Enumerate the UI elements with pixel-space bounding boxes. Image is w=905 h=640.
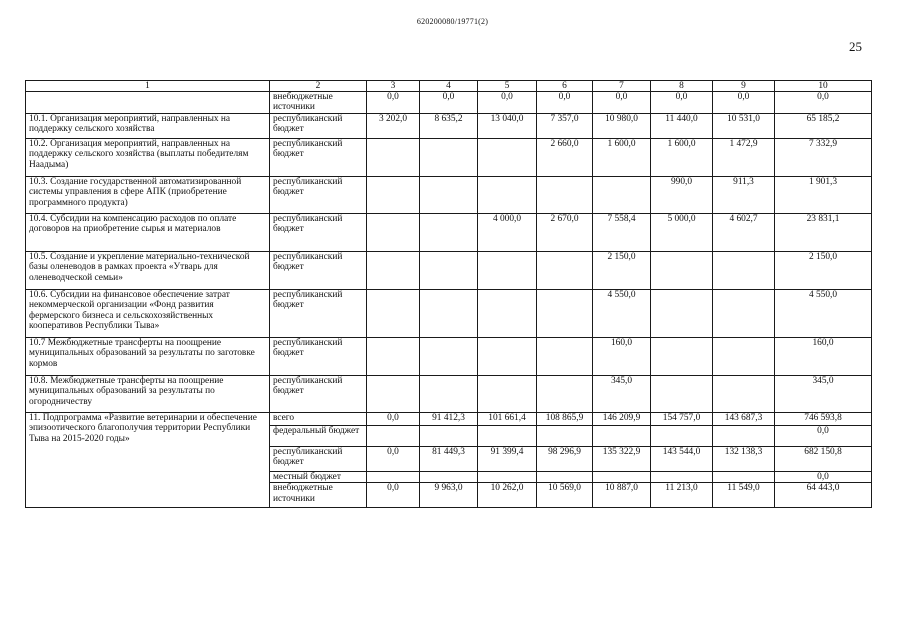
value-cell xyxy=(537,290,593,338)
value-cell: 81 449,3 xyxy=(420,447,478,472)
column-number-header: 4 xyxy=(420,81,478,92)
value-cell: 9 963,0 xyxy=(420,483,478,508)
value-cell xyxy=(713,252,775,290)
row-title-cell: 10.5. Создание и укрепление материально-технической базы оленеводов в рамках проекта «Утварь для оленеводческой семьи» xyxy=(26,252,270,290)
value-cell: 0,0 xyxy=(775,426,872,447)
table-header-row xyxy=(26,81,872,92)
row-title-cell: 10.4. Субсидии на компенсацию расходов по оплате договоров на приобретение сырья и материалов xyxy=(26,214,270,252)
value-cell: 160,0 xyxy=(775,338,872,376)
value-cell: 0,0 xyxy=(537,92,593,114)
value-cell xyxy=(537,376,593,413)
value-cell: 746 593,8 xyxy=(775,413,872,426)
value-cell: 7 332,9 xyxy=(775,139,872,177)
value-cell xyxy=(713,290,775,338)
value-cell: 160,0 xyxy=(593,338,651,376)
value-cell xyxy=(537,426,593,447)
table-row xyxy=(26,114,872,139)
funding-source-cell: республиканский бюджет xyxy=(270,139,367,177)
funding-source-cell: всего xyxy=(270,413,367,426)
value-cell: 143 544,0 xyxy=(651,447,713,472)
value-cell xyxy=(478,376,537,413)
value-cell: 4 550,0 xyxy=(593,290,651,338)
value-cell: 101 661,4 xyxy=(478,413,537,426)
value-cell: 91 399,4 xyxy=(478,447,537,472)
value-cell: 143 687,3 xyxy=(713,413,775,426)
value-cell xyxy=(367,290,420,338)
funding-source-cell: федеральный бюджет xyxy=(270,426,367,447)
value-cell xyxy=(593,177,651,214)
value-cell xyxy=(367,214,420,252)
value-cell xyxy=(478,252,537,290)
value-cell: 4 550,0 xyxy=(775,290,872,338)
value-cell xyxy=(420,426,478,447)
value-cell: 4 602,7 xyxy=(713,214,775,252)
value-cell xyxy=(537,338,593,376)
page-number: 25 xyxy=(849,39,862,54)
value-cell: 1 472,9 xyxy=(713,139,775,177)
row-title-cell: 10.1. Организация мероприятий, направленных на поддержку сельского хозяйства xyxy=(26,114,270,139)
funding-source-cell: республиканский бюджет xyxy=(270,177,367,214)
value-cell xyxy=(478,139,537,177)
funding-source-cell: внебюджетные источники xyxy=(270,483,367,508)
row-title-cell: 10.3. Создание государственной автоматизированной системы управления в сфере АПК (приобретение программного продукта) xyxy=(26,177,270,214)
value-cell xyxy=(367,177,420,214)
value-cell xyxy=(537,252,593,290)
value-cell xyxy=(537,472,593,483)
column-number-header: 1 xyxy=(26,81,270,92)
column-number-header: 8 xyxy=(651,81,713,92)
value-cell: 7 558,4 xyxy=(593,214,651,252)
table-row xyxy=(26,214,872,252)
value-cell xyxy=(420,177,478,214)
table-row xyxy=(26,376,872,413)
value-cell: 8 635,2 xyxy=(420,114,478,139)
funding-source-cell: республиканский бюджет xyxy=(270,338,367,376)
value-cell xyxy=(651,426,713,447)
value-cell: 108 865,9 xyxy=(537,413,593,426)
row-title-cell: 10.7 Межбюджетные трансферты на поощрение муниципальных образований за результаты по заготовке кормов xyxy=(26,338,270,376)
value-cell xyxy=(367,139,420,177)
value-cell xyxy=(367,376,420,413)
column-number-header: 7 xyxy=(593,81,651,92)
value-cell xyxy=(651,472,713,483)
value-cell: 98 296,9 xyxy=(537,447,593,472)
budget-table xyxy=(25,80,872,508)
value-cell: 1 600,0 xyxy=(651,139,713,177)
row-title-cell: 10.6. Субсидии на финансовое обеспечение затрат некоммерческой организации «Фонд развития фермерского бизнеса и сельскохозяйственных кооперативов Республики Тыва» xyxy=(26,290,270,338)
value-cell: 1 600,0 xyxy=(593,139,651,177)
value-cell xyxy=(420,338,478,376)
table-row xyxy=(26,252,872,290)
value-cell: 0,0 xyxy=(478,92,537,114)
column-number-header: 2 xyxy=(270,81,367,92)
value-cell: 990,0 xyxy=(651,177,713,214)
funding-source-cell: республиканский бюджет xyxy=(270,376,367,413)
column-number-header: 6 xyxy=(537,81,593,92)
value-cell: 0,0 xyxy=(713,92,775,114)
value-cell xyxy=(420,214,478,252)
table-row xyxy=(26,177,872,214)
value-cell xyxy=(367,338,420,376)
column-number-header: 10 xyxy=(775,81,872,92)
table-row xyxy=(26,338,872,376)
value-cell: 91 412,3 xyxy=(420,413,478,426)
value-cell: 10 887,0 xyxy=(593,483,651,508)
table-row xyxy=(26,139,872,177)
value-cell: 0,0 xyxy=(651,92,713,114)
value-cell: 0,0 xyxy=(775,92,872,114)
value-cell xyxy=(478,426,537,447)
value-cell xyxy=(420,376,478,413)
value-cell: 2 150,0 xyxy=(593,252,651,290)
value-cell xyxy=(593,472,651,483)
value-cell xyxy=(651,338,713,376)
funding-source-cell: местный бюджет xyxy=(270,472,367,483)
value-cell: 65 185,2 xyxy=(775,114,872,139)
value-cell: 0,0 xyxy=(367,483,420,508)
value-cell: 345,0 xyxy=(593,376,651,413)
value-cell: 2 150,0 xyxy=(775,252,872,290)
value-cell: 10 569,0 xyxy=(537,483,593,508)
value-cell xyxy=(420,252,478,290)
value-cell: 0,0 xyxy=(367,447,420,472)
subprogram-row xyxy=(26,413,872,426)
table-row xyxy=(26,92,872,114)
value-cell xyxy=(478,177,537,214)
column-number-header: 5 xyxy=(478,81,537,92)
funding-source-cell: республиканский бюджет xyxy=(270,447,367,472)
value-cell xyxy=(478,290,537,338)
funding-source-cell: республиканский бюджет xyxy=(270,214,367,252)
value-cell xyxy=(478,472,537,483)
value-cell xyxy=(367,426,420,447)
subprogram-title-cell: 11. Подпрограмма «Развитие ветеринарии и обеспечение эпизоотического благополучия территории Республики Тыва на 2015-2020 годы» xyxy=(26,413,270,508)
value-cell: 64 443,0 xyxy=(775,483,872,508)
value-cell xyxy=(420,472,478,483)
value-cell: 10 262,0 xyxy=(478,483,537,508)
value-cell: 4 000,0 xyxy=(478,214,537,252)
row-title-cell xyxy=(26,92,270,114)
value-cell xyxy=(420,139,478,177)
document-id: 620200080/19771(2) xyxy=(416,17,489,26)
value-cell xyxy=(367,252,420,290)
value-cell: 345,0 xyxy=(775,376,872,413)
value-cell xyxy=(651,252,713,290)
value-cell: 0,0 xyxy=(367,413,420,426)
value-cell: 0,0 xyxy=(420,92,478,114)
value-cell: 132 138,3 xyxy=(713,447,775,472)
value-cell: 3 202,0 xyxy=(367,114,420,139)
value-cell: 135 322,9 xyxy=(593,447,651,472)
value-cell: 154 757,0 xyxy=(651,413,713,426)
value-cell xyxy=(478,338,537,376)
row-title-cell: 10.8. Межбюджетные трансферты на поощрение муниципальных образований за результаты по огородничеству xyxy=(26,376,270,413)
value-cell: 682 150,8 xyxy=(775,447,872,472)
value-cell xyxy=(367,472,420,483)
column-number-header: 3 xyxy=(367,81,420,92)
value-cell: 5 000,0 xyxy=(651,214,713,252)
value-cell: 1 901,3 xyxy=(775,177,872,214)
value-cell xyxy=(651,376,713,413)
value-cell: 0,0 xyxy=(593,92,651,114)
funding-source-cell: республиканский бюджет xyxy=(270,114,367,139)
value-cell: 2 670,0 xyxy=(537,214,593,252)
funding-source-cell: внебюджетные источники xyxy=(270,92,367,114)
funding-source-cell: республиканский бюджет xyxy=(270,290,367,338)
value-cell: 0,0 xyxy=(367,92,420,114)
value-cell: 10 980,0 xyxy=(593,114,651,139)
value-cell: 7 357,0 xyxy=(537,114,593,139)
value-cell: 23 831,1 xyxy=(775,214,872,252)
value-cell xyxy=(593,426,651,447)
value-cell: 146 209,9 xyxy=(593,413,651,426)
value-cell xyxy=(420,290,478,338)
value-cell: 0,0 xyxy=(775,472,872,483)
value-cell: 13 040,0 xyxy=(478,114,537,139)
value-cell: 11 213,0 xyxy=(651,483,713,508)
value-cell xyxy=(537,177,593,214)
value-cell xyxy=(713,426,775,447)
table-row xyxy=(26,290,872,338)
value-cell xyxy=(713,376,775,413)
value-cell: 2 660,0 xyxy=(537,139,593,177)
value-cell: 911,3 xyxy=(713,177,775,214)
value-cell: 11 549,0 xyxy=(713,483,775,508)
funding-source-cell: республиканский бюджет xyxy=(270,252,367,290)
value-cell: 11 440,0 xyxy=(651,114,713,139)
row-title-cell: 10.2. Организация мероприятий, направленных на поддержку сельского хозяйства (выплаты победителям Наадыма) xyxy=(26,139,270,177)
value-cell xyxy=(713,338,775,376)
value-cell xyxy=(713,472,775,483)
value-cell xyxy=(651,290,713,338)
value-cell: 10 531,0 xyxy=(713,114,775,139)
column-number-header: 9 xyxy=(713,81,775,92)
